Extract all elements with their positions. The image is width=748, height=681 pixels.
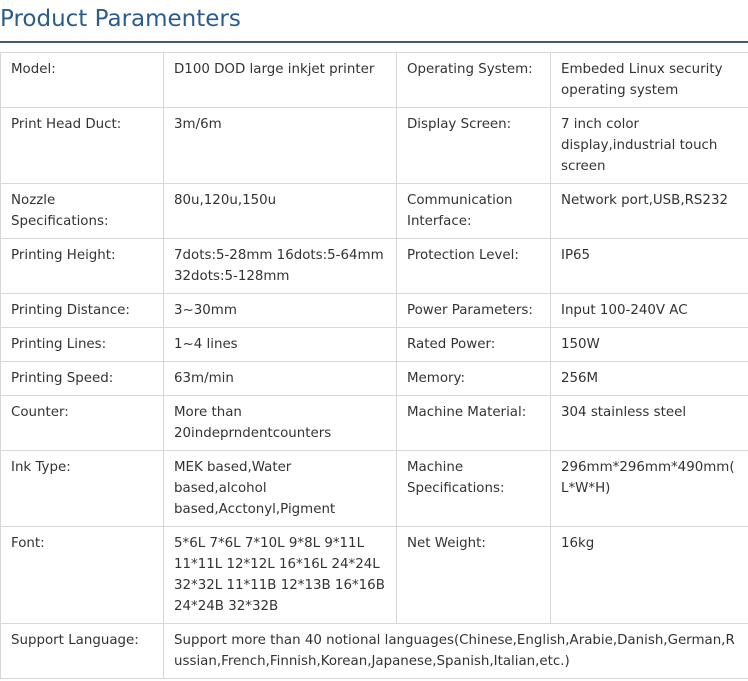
table-row bbox=[1, 53, 748, 108]
table-row bbox=[1, 396, 748, 451]
table-row bbox=[1, 624, 748, 679]
param-label: Printing Speed: bbox=[1, 362, 164, 396]
table-row bbox=[1, 294, 748, 328]
param-label: Printing Distance: bbox=[1, 294, 164, 328]
page-title: Product Paramenters bbox=[0, 6, 241, 32]
param-value: IP65 bbox=[551, 239, 748, 294]
param-value: 7dots:5-28mm 16dots:5-64mm 32dots:5-128mm bbox=[164, 239, 397, 294]
param-label: Protection Level: bbox=[397, 239, 551, 294]
param-value: More than 20indeprndentcounters bbox=[164, 396, 397, 451]
table-row bbox=[1, 108, 748, 184]
param-label: Net Weight: bbox=[397, 527, 551, 624]
param-label: Counter: bbox=[1, 396, 164, 451]
product-parameters-table bbox=[0, 52, 748, 679]
param-value: 5*6L 7*6L 7*10L 9*8L 9*11L 11*11L 12*12L 16*16L 24*24L 32*32L 11*11B 12*13B 16*16B 24*24B 32*32B bbox=[164, 527, 397, 624]
param-label: Machine Specifications: bbox=[397, 451, 551, 527]
param-value: Input 100-240V AC bbox=[551, 294, 748, 328]
param-label: Font: bbox=[1, 527, 164, 624]
table-row bbox=[1, 184, 748, 239]
param-label: Communication Interface: bbox=[397, 184, 551, 239]
param-label: Memory: bbox=[397, 362, 551, 396]
param-value: 150W bbox=[551, 328, 748, 362]
table-row bbox=[1, 239, 748, 294]
param-label: Rated Power: bbox=[397, 328, 551, 362]
param-value: Network port,USB,RS232 bbox=[551, 184, 748, 239]
title-divider bbox=[0, 41, 748, 43]
param-value: 256M bbox=[551, 362, 748, 396]
param-value: Support more than 40 notional languages(Chinese,English,Arabie,Danish,German,Russian,French,Finnish,Korean,Japanese,Spanish,Italian,etc.) bbox=[164, 624, 748, 679]
param-label: Printing Height: bbox=[1, 239, 164, 294]
table-row bbox=[1, 328, 748, 362]
param-value: 7 inch color display,industrial touch screen bbox=[551, 108, 748, 184]
param-value: 63m/min bbox=[164, 362, 397, 396]
param-value: 16kg bbox=[551, 527, 748, 624]
param-label: Nozzle Specifications: bbox=[1, 184, 164, 239]
table-row bbox=[1, 451, 748, 527]
param-value: 304 stainless steel bbox=[551, 396, 748, 451]
param-value: Embeded Linux security operating system bbox=[551, 53, 748, 108]
param-value: 3m/6m bbox=[164, 108, 397, 184]
param-label: Power Parameters: bbox=[397, 294, 551, 328]
param-label: Operating System: bbox=[397, 53, 551, 108]
param-value: 1~4 lines bbox=[164, 328, 397, 362]
param-value: MEK based,Water based,alcohol based,Acctonyl,Pigment bbox=[164, 451, 397, 527]
table-row bbox=[1, 362, 748, 396]
param-label: Model: bbox=[1, 53, 164, 108]
param-label: Display Screen: bbox=[397, 108, 551, 184]
param-label: Machine Material: bbox=[397, 396, 551, 451]
table-row bbox=[1, 527, 748, 624]
param-label: Print Head Duct: bbox=[1, 108, 164, 184]
param-value: D100 DOD large inkjet printer bbox=[164, 53, 397, 108]
param-value: 296mm*296mm*490mm( L*W*H) bbox=[551, 451, 748, 527]
param-label: Printing Lines: bbox=[1, 328, 164, 362]
param-label: Ink Type: bbox=[1, 451, 164, 527]
param-value: 3~30mm bbox=[164, 294, 397, 328]
param-value: 80u,120u,150u bbox=[164, 184, 397, 239]
param-label: Support Language: bbox=[1, 624, 164, 679]
